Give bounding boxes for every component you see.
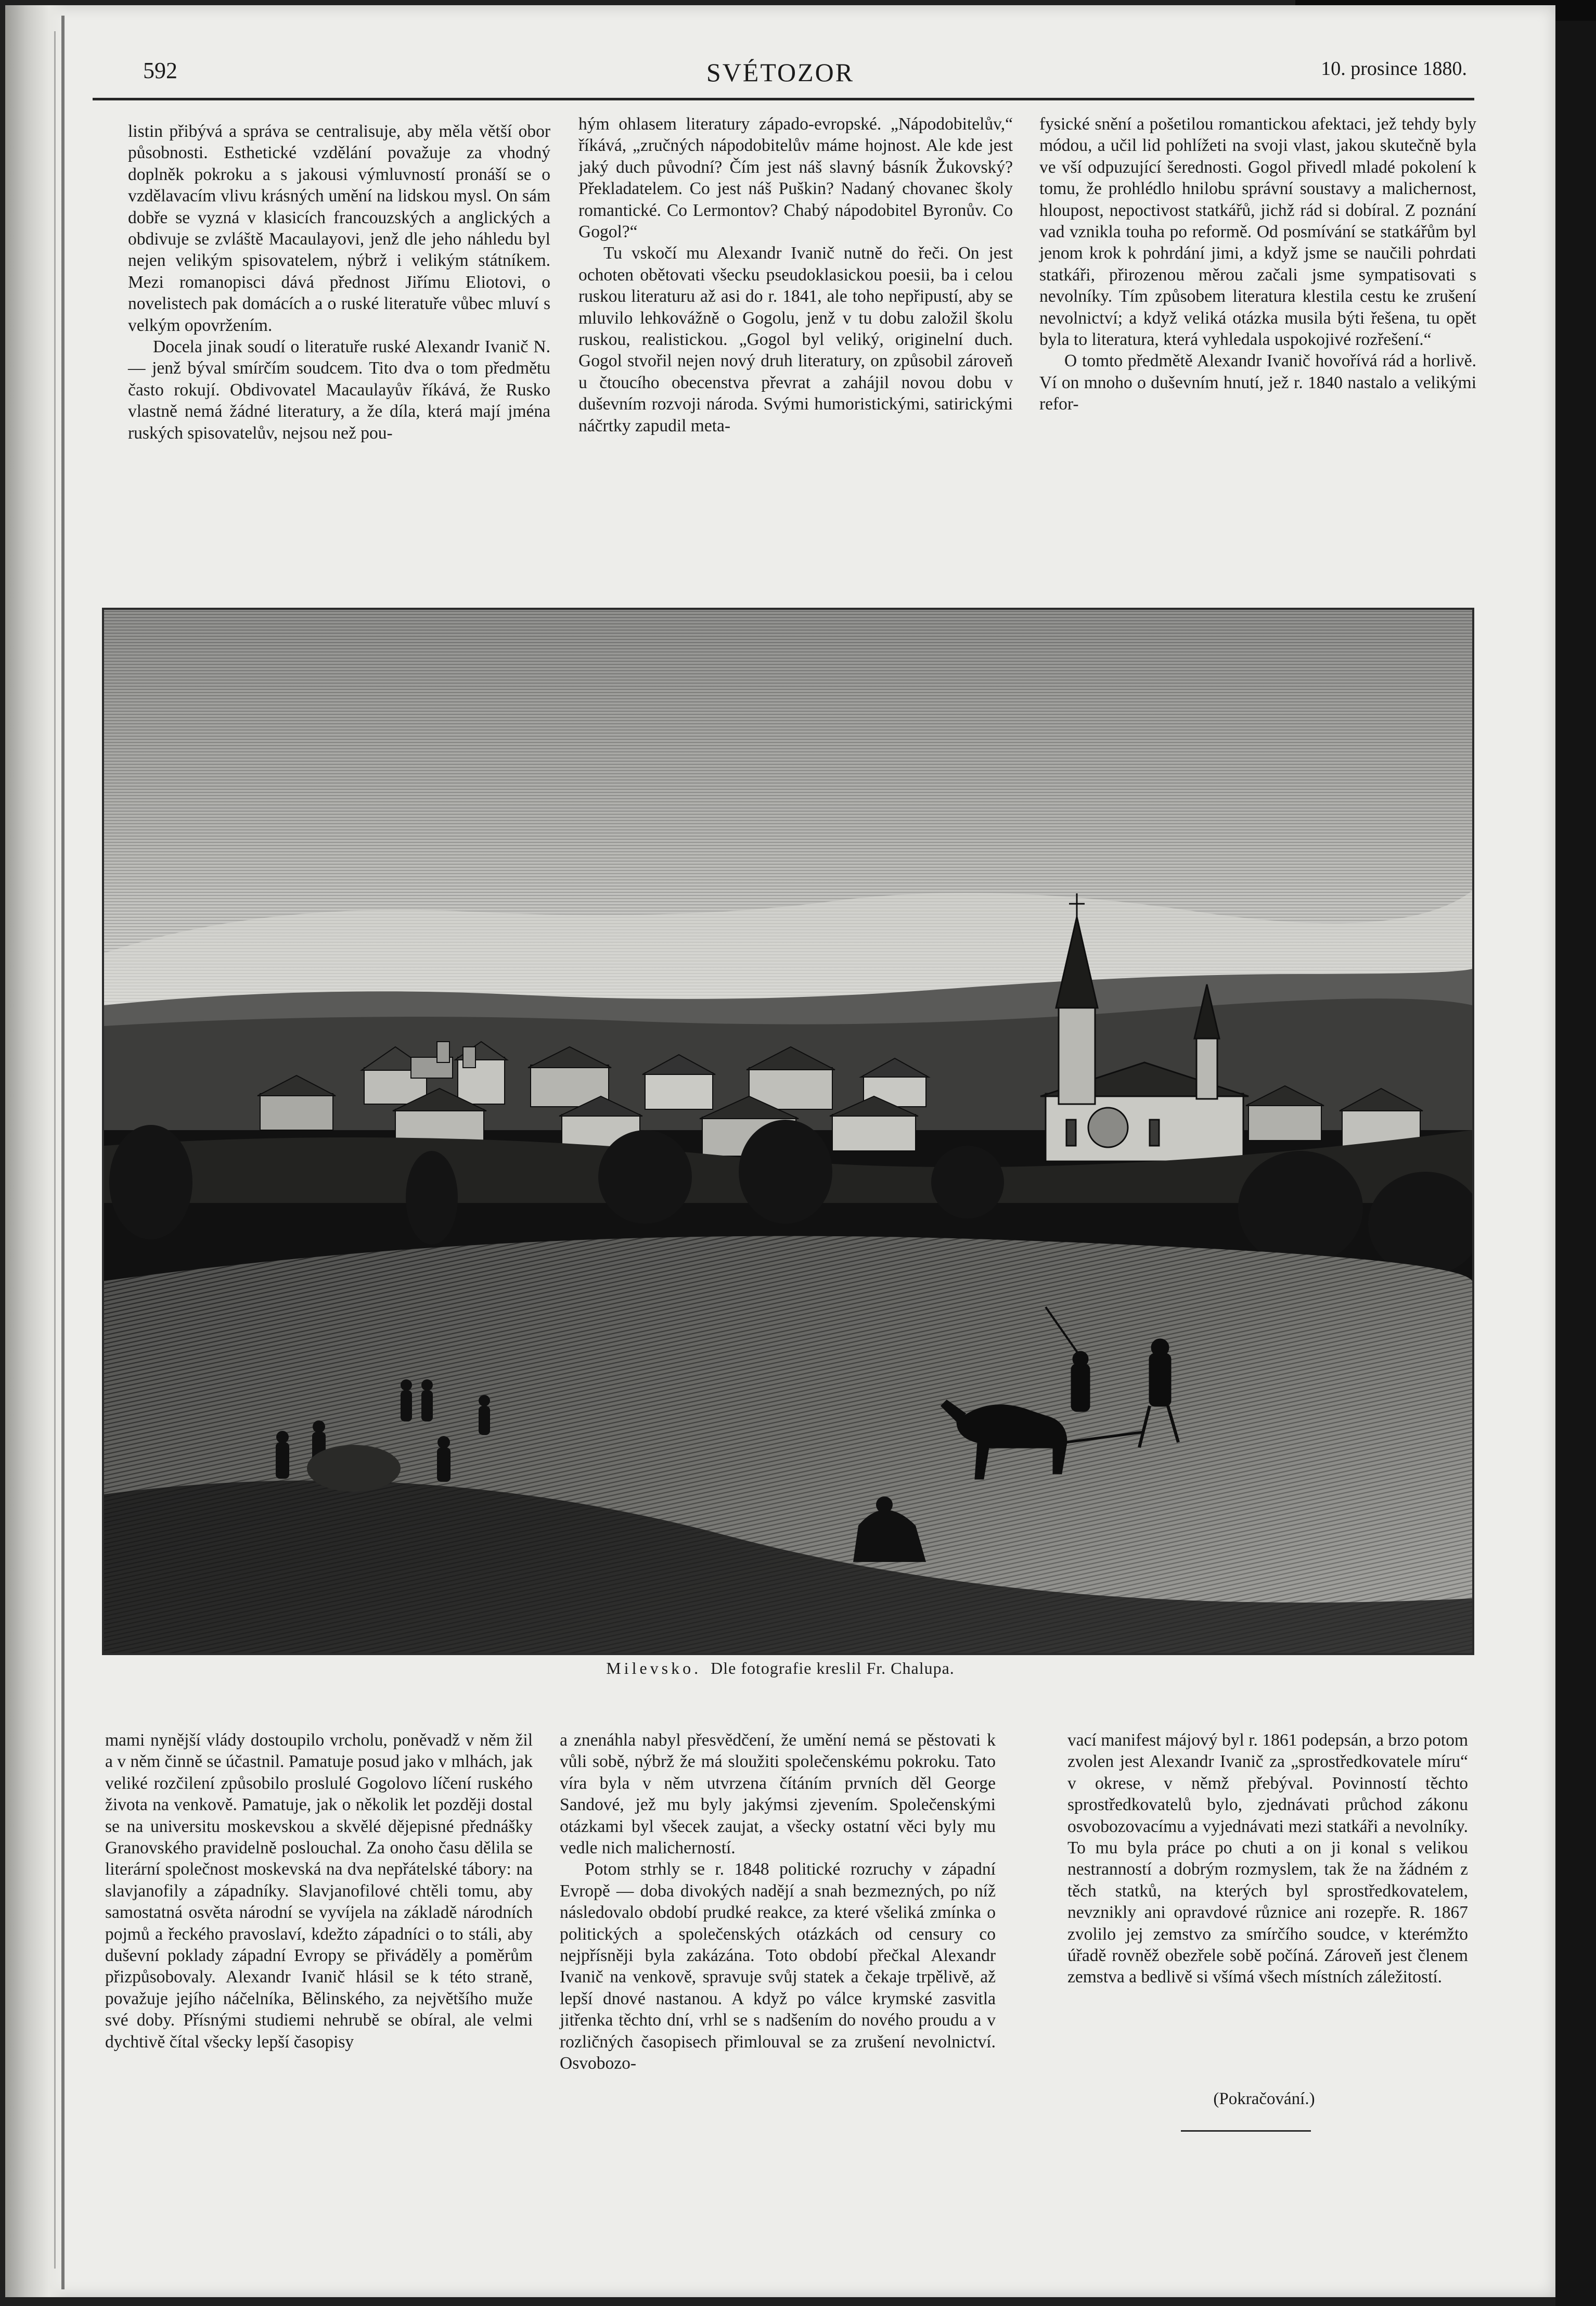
text-column-top-3 (1039, 113, 1476, 415)
paragraph: listin přibývá a správa se centralisuje, aby měla větší obor působnosti. Esthetické vzdělání považuje za vhodný doplněk pokroku a s jakousi výmluvností pronáší se o vzdělavacím vlivu krásných umění na lidskou mysl. On sám dobře se vyzná v klasicích francouzských a anglických a obdivuje se zvláště Macaulayovi, jenž dle jeho náhledu byl nejen velikým spisovatelem, nýbrž i velikým státníkem. Mezi romanopisci dává přednost Jiřímu Eliotovi, o novelistech pak domácích a o ruské literatuře vůbec mluví s velkým opovržením. (128, 122, 550, 335)
closing-rule (1181, 2130, 1311, 2132)
paragraph: fysické snění a pošetilou romantickou afektaci, jež tehdy byly módou, a učil lid pohlížeti na svoji vlast, jakou skutečně byla ve vší odpuzující šerednosti. Gogol přivedl mladé pokolení k tomu, že prohlédlo hnilobu správní soustavy a malichernost, hloupost, nepoctivost statkářů, jichž rád si dobíral. Z poznání vad vznikla touha po reformě. Od posmívání se statkářům byl jenom krok k pohrdání jimi, a když jsme se naučili pohrdati statkáři, přirozenou měrou začali jsme sympatisovati s nevolníky. Tím způsobem literatura klestila cestu ke zrušení nevolnictví; a když veliká otázka musila býti řešena, tu opět byla to literatura, která vyhledala uspokojivé rozřešení.“ (1039, 114, 1476, 350)
paragraph: mami nynější vlády dostoupilo vrcholu, poněvadž v něm žil a v něm činně se účastnil. Pamatuje posud jako v mlhách, jak veliké rozčilení způsobilo proslulé Gogolovo líčení ruského života na venkově. Pamatuje, jak o několik let později dostal se na universitu moskevskou a skvělé dějepisné přednášky Granovského pravidelně poslouchal. Za onoho času dělila se literární společnost moskevská na dva nepřátelské tábory: na slavjanofily a západníky. Slavjanofilové chtěli tomu, aby samostatná osvěta národní se vyvíjela na základě národních pojmů a řeckého pravoslaví, kdežto západníci o to stáli, aby duševní poklady západní Evropy se přiváděly a poměrům přizpůsobovaly. Alexandr Ivanič hlásil se k této straně, považuje jejího náčelníka, Bělinského, za největšího muže své doby. Přísnými studiemi nehrubě se obíral, ale velmi dychtivě čítal všecky lepší časopisy (105, 1731, 533, 2052)
text-column-bottom-3 (1067, 1729, 1468, 1988)
scan-background-right (1555, 0, 1596, 2306)
magazine-title: SVÉTOZOR (706, 58, 855, 87)
text-column-top-1 (128, 121, 550, 444)
paragraph: Potom strhly se r. 1848 politické rozruchy v západní Evropě — doba divokých nadějí a snah bezmezných, po níž následovalo období prudké reakce, za které všeliká zmínka o politických a společenských otázkách od censury co nejpřísněji byla zakázána. Toto období přečkal Alexandr Ivanič na venkově, spravuje svůj statek a čekaje trpělivě, až lepší dnové nastanou. A když po válce krymské zasvitla jitřenka těchto dní, vrhl se s nadšením do nového proudu a v rozličných časopisech přimlouval se za zrušení nevolnictví. Osvobozo- (560, 1860, 996, 2073)
paragraph: a znenáhla nabyl přesvědčení, že umění nemá se pěstovati k vůli sobě, nýbrž že má sloužiti společenskému pokroku. Tato víra byla v něm utvrzena čítáním prvních děl George Sandové, jež mu byly jakýmsi zjevením. Společenskými otázkami byl všecek zaujat, a všecky ostatní věci byly mu vedle nich malicherností. (560, 1731, 996, 1858)
paragraph: vací manifest májový byl r. 1861 podepsán, a brzo potom zvolen jest Alexandr Ivanič za „sprostředkovatele míru“ v okrese, v němž přebýval. Povinností těchto sprostředkovatelů bylo, zjednávati průchod zákonu osvobozovacímu a vyjednávati mezi statkáři a nevolníky. To mu byla práce po chuti a on ji konal s velikou nestranností a dobrým rozmyslem, tak že na žádném z těch statků, na kterých byl sprostředkovatelem, nevznikly ani opravdové různice ani rozepře. R. 1867 zvolilo jej zemstvo za smírčího soudce, v kterémžto úřadě rovněž obezřele sobě počíná. Zároveň jest členem zemstva a bedlivě si všímá všech místních záležitostí. (1067, 1731, 1468, 1987)
binding-inner-line (54, 31, 56, 2269)
engraving-milevsko (102, 608, 1474, 1655)
paragraph: O tomto předmětě Alexandr Ivanič hovořívá rád a horlivě. Ví on mnoho o duševním hnutí, jež r. 1840 nastalo a velikými refor- (1039, 351, 1476, 414)
paragraph: Docela jinak soudí o literatuře ruské Alexandr Ivanič N. — jenž býval smírčím soudcem. Tito dva o tom předmětu často rokují. Obdivovatel Macaulayův říkává, že Rusko vlastně nemá žádné literatury, a že díla, která mají jména ruských spisovatelův, nejsou než pou- (128, 337, 550, 443)
issue-date: 10. prosince 1880. (1321, 58, 1467, 80)
text-column-bottom-2 (560, 1729, 996, 2074)
page-binding-shadow (5, 5, 68, 2297)
continuation-note: (Pokračování.) (1213, 2090, 1315, 2108)
caption-place: Milevsko. (606, 1659, 702, 1677)
engraving-landscape (104, 610, 1472, 1653)
text-column-bottom-1 (105, 1729, 533, 2053)
caption-credit: Dle fotografie kreslil Fr. Chalupa. (711, 1659, 955, 1677)
binding-edge-line (61, 16, 65, 2289)
page-number: 592 (143, 58, 177, 83)
paragraph: Tu vskočí mu Alexandr Ivanič nutně do řeči. On jest ochoten obětovati všecku pseudoklasickou poesii, ba i celou ruskou literaturu až asi do r. 1841, ale toho nepřipustí, aby se mluvilo lehkovážně o Gogolu, jenž v tu dobu založil školu ruskou, realistickou. „Gogol byl veliký, originelní duch. Gogol stvořil nejen nový druh literatury, on způsobil zároveň u čtoucího obecenstva převrat a zahájil novou dobu v duševním rozvoji národa. Svými humoristickými, satirickými náčrtky zapudil meta- (578, 244, 1013, 435)
paragraph: hým ohlasem literatury západo-evropské. „Nápodobitelův,“ říkává, „zručných nápodobitelův máme hojnost. Ale kde jest jaký duch původní? Čím jest náš slavný básník Žukovský? Překladatelem. Co jest náš Puškin? Nadaný chovanec školy romantické. Co Lermontov? Chabý nápodobitel Byronův. Co Gogol?“ (578, 114, 1013, 242)
text-column-top-2 (578, 113, 1013, 437)
illustration-caption (494, 1659, 1066, 1678)
header-rule (93, 98, 1474, 100)
